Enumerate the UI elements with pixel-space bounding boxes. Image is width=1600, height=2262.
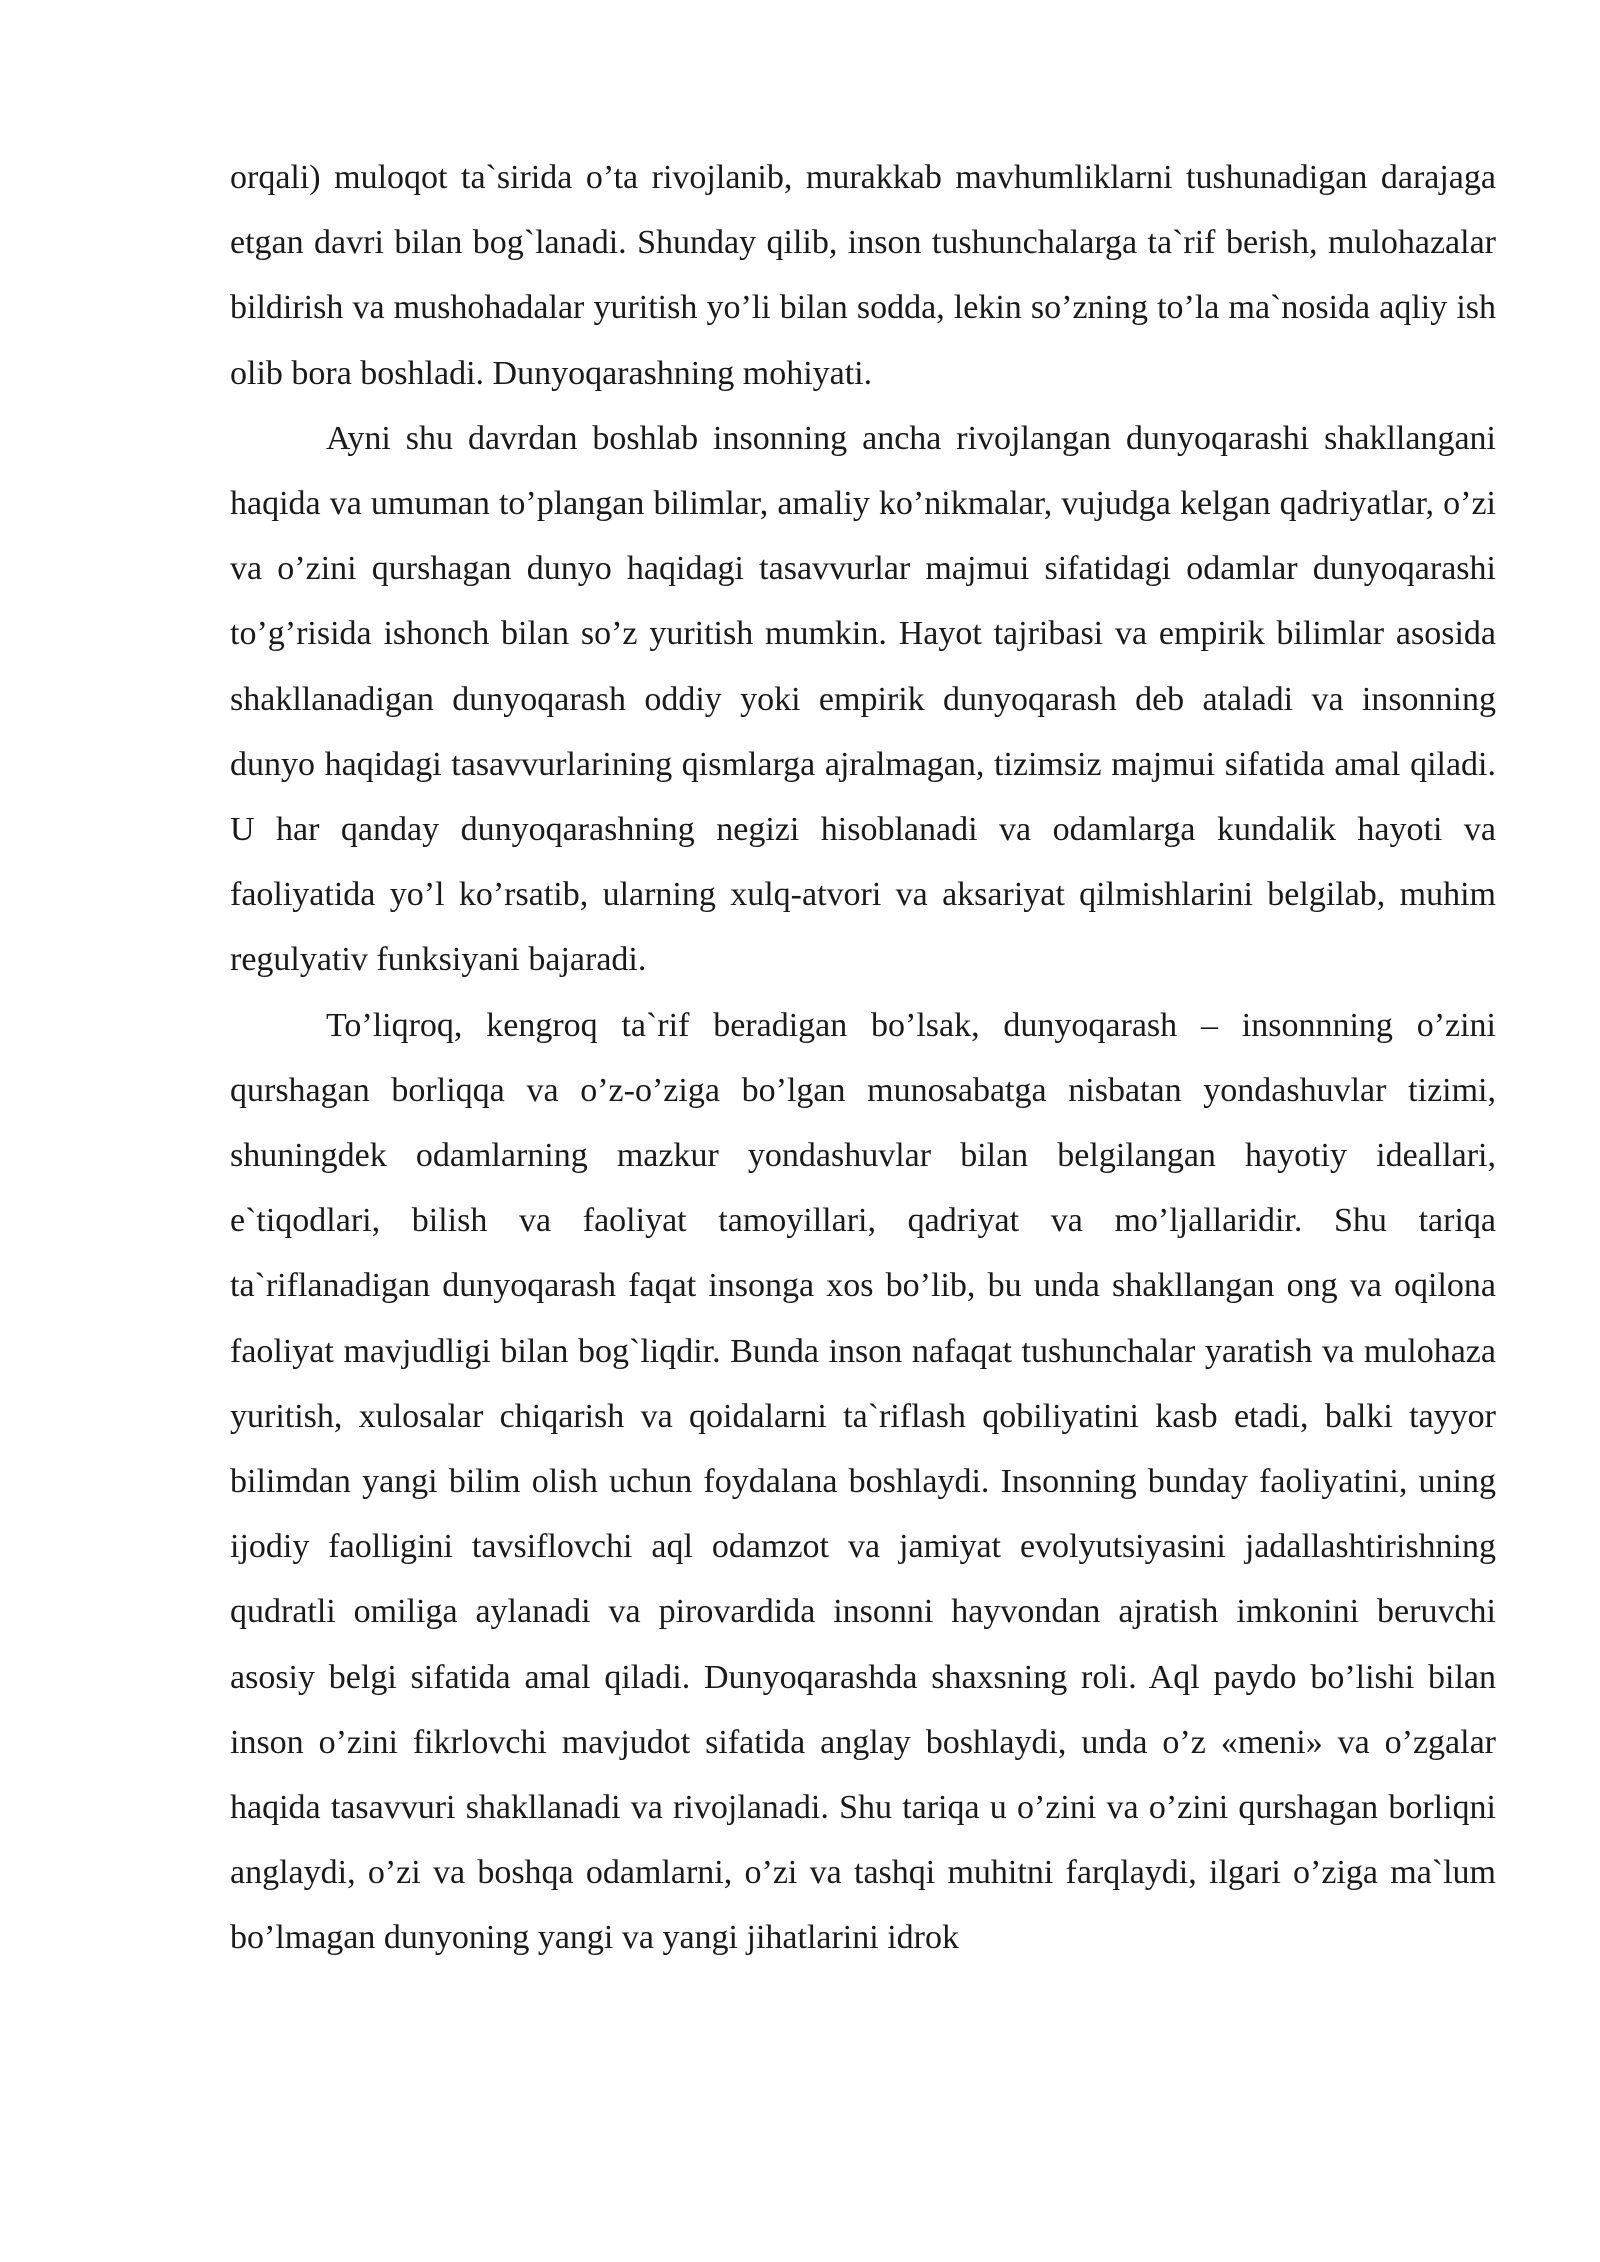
paragraph-worldview-definition: To’liqroq, kengroq ta`rif beradigan bo’lsak, dunyoqarash – insonnning o’zini qurshagan borliqqa va o’z-o’ziga bo’lgan munosabatga nisbatan yondashuvlar tizimi, shuningdek odamlarning mazkur yondashuvlar bilan belgilangan hayotiy ideallari, e`tiqodlari, bilish va faoliyat tamoyillari, qadriyat va mo’ljallaridir. Shu tariqa ta`riflanadigan dunyoqarash faqat insonga xos bo’lib, bu unda shakllangan ong va oqilona faoliyat mavjudligi bilan bog`liqdir. Bunda inson nafaqat tushunchalar yaratish va mulohaza yuritish, xulosalar chiqarish va qoidalarni ta`riflash qobiliyatini kasb etadi, balki tayyor bilimdan yangi bilim olish uchun foydalana boshlaydi. Insonning bunday faoliyatini, uning ijodiy faolligini tavsiflovchi aql odamzot va jamiyat evolyutsiyasini jadallashtirishning qudratli omiliga aylanadi va pirovardida insonni hayvondan ajratish imkonini beruvchi asosiy belgi sifatida amal qiladi. Dunyoqarashda shaxsning roli. Aql paydo bo’lishi bilan inson o’zini fikrlovchi mavjudot sifatida anglay boshlaydi, unda o’z «meni» va o’zgalar haqida tasavvuri shakllanadi va rivojlanadi. Shu tariqa u o’zini va o’zini qurshagan borliqni anglaydi, o’zi va boshqa odamlarni, o’zi va tashqi muhitni farqlaydi, ilgari o’ziga ma`lum bo’lmagan dunyoning yangi va yangi jihatlarini idrok bbox=[230, 1006, 1496, 1957]
paragraph-continuation: orqali) muloqot ta`sirida o’ta rivojlanib, murakkab mavhumliklarni tushunadigan darajaga etgan davri bilan bog`lanadi. Shunday qilib, inson tushunchalarga ta`rif berish, mulohazalar bildirish va mushohadalar yuritish yo’li bilan sodda, lekin so’zning to’la ma`nosida aqliy ish olib bora boshladi. Dunyoqarashning mohiyati. bbox=[230, 159, 1496, 392]
document-body bbox=[230, 145, 1496, 1971]
paragraph-worldview-formation: Ayni shu davrdan boshlab insonning ancha rivojlangan dunyoqarashi shakllangani haqida va umuman to’plangan bilimlar, amaliy ko’nikmalar, vujudga kelgan qadriyatlar, o’zi va o’zini qurshagan dunyo haqidagi tasavvurlar majmui sifatidagi odamlar dunyoqarashi to’g’risida ishonch bilan so’z yuritish mumkin. Hayot tajribasi va empirik bilimlar asosida shakllanadigan dunyoqarash oddiy yoki empirik dunyoqarash deb ataladi va insonning dunyo haqidagi tasavvurlarining qismlarga ajralmagan, tizimsiz majmui sifatida amal qiladi. U har qanday dunyoqarashning negizi hisoblanadi va odamlarga kundalik hayoti va faoliyatida yo’l ko’rsatib, ularning xulq-atvori va aksariyat qilmishlarini belgilab, muhim regulyativ funksiyani bajaradi. bbox=[230, 419, 1496, 979]
